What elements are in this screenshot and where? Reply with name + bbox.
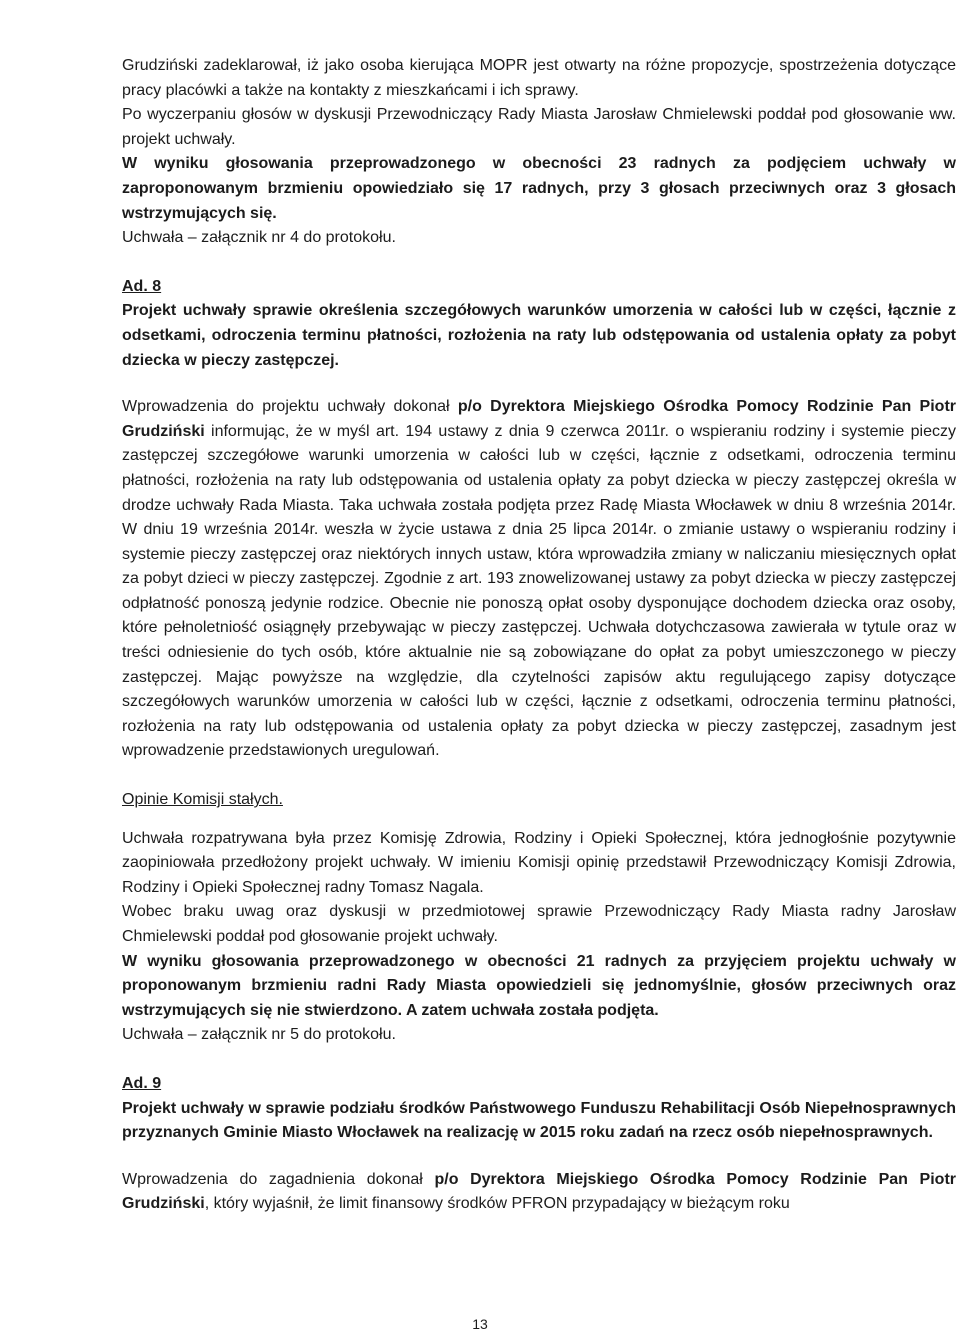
- paragraph-vote-result-ad8: W wyniku głosowania przeprowadzonego w obecności 21 radnych za przyjęciem projektu uchwały w proponowanym brzmieniu radni Rady Miasta opowiedzieli się jednomyślnie, głosów przeciwnych oraz wstrzymujących się nie stwierdzono. A zatem uchwała została podjęta.: [122, 952, 956, 1019]
- paragraph-vote-call: Po wyczerpaniu głosów w dyskusji Przewodniczący Rady Miasta Jarosław Chmielewski poddał pod głosowanie ww. projekt uchwały.: [122, 106, 956, 148]
- ad8-label: Ad. 8: [122, 277, 162, 295]
- section-heading-ad9: [122, 1072, 956, 1097]
- paragraph-attachment-5: Uchwała – załącznik nr 5 do protokołu.: [122, 1026, 396, 1044]
- page-number: 13: [472, 1316, 488, 1332]
- paragraph-ad8-introduction: Wprowadzenia do projektu uchwały dokonał p/o Dyrektora Miejskiego Ośrodka Pomocy Rodzinie Pan Piotr Grudziński informując, że w myśl art. 194 ustawy z dnia 9 czerwca 2011r. o wspieraniu rodziny i systemie pieczy zastępczej szczegółowe warunki umorzenia w całości lub w części, łącznie z odsetkami, odroczenia terminu płatności, rozłożenia na raty lub odstępowania od ustalenia opłaty za pobyt dziecka w pieczy zastępczej określa w drodze uchwały Rada Miasta. Taka uchwała została podjęta przez Radę Miasta Włocławek w dniu 8 września 2014r. W dniu 19 września 2014r. weszła w życie ustawa z dnia 25 lipca 2014r. o zmianie ustawy o wspieraniu rodziny i systemie pieczy zastępczej oraz niektórych innych ustaw, która wprowadziła zmiany w naliczaniu miesięcznych opłat za pobyt dzieci w pieczy zastępczej. Zgodnie z art. 193 znowelizowanej ustawy za pobyt dziecka w pieczy zastępczej odpłatność ponoszą jedynie rodzice. Obecnie nie ponoszą opłat osoby dysponujące dochodem dziecka oraz osoby, które pełnoletniość osiągnęły przebywając w pieczy zastępczej. Uchwała dotychczasowa zawierała w tytule oraz w treści odniesienie do tych osób, które aktualnie nie są zobowiązane do opłat za pobyt umieszczonego w pieczy zastępczej. Mając powyższe na względzie, dla czytelności zapisów aktu regulującego zapisy dotyczące szczegółowych warunków umorzenia w całości lub w części, łącznie z odsetkami, odroczenia terminu płatności, rozłożenia na raty lub odstępowania od ustalenia opłaty za pobyt dziecka w pieczy zastępczej, zasadnym jest wprowadzenie przedstawionych uregulowań.: [122, 398, 957, 760]
- paragraph-grudzinski-declaration: Grudziński zadeklarował, iż jako osoba kierująca MOPR jest otwarty na różne propozycje, spostrzeżenia dotyczące pracy placówki a także na kontakty z mieszkańcami i ich sprawy.: [122, 57, 956, 99]
- paragraph-vote-result: W wyniku głosowania przeprowadzonego w obecności 23 radnych za podjęciem uchwały w zaproponowanym brzmieniu opowiedziało się 17 radnych, przy 3 głosach przeciwnych oraz 3 głosach wstrzymujących się.: [122, 155, 956, 222]
- paragraph-ad9-introduction: Wprowadzenia do zagadnienia dokonał p/o Dyrektora Miejskiego Ośrodka Pomocy Rodzinie Pan Piotr Grudziński, który wyjaśnił, że limit finansowy środków PFRON przypadający w bieżącym roku: [122, 1170, 956, 1213]
- ad9-label: Ad. 9: [122, 1074, 162, 1092]
- paragraph-vote-call-ad8: Wobec braku uwag oraz dyskusji w przedmiotowej sprawie Przewodniczący Rady Miasta radny Jarosław Chmielewski poddał pod głosowanie projekt uchwały.: [122, 903, 956, 945]
- director-name-ad9: p/o Dyrektora Miejskiego Ośrodka Pomocy Rodzinie Pan Piotr Grudziński: [122, 1170, 956, 1213]
- ad9-title: Projekt uchwały w sprawie podziału środków Państwowego Funduszu Rehabilitacji Osób Niepełnosprawnych przyznanych Gminie Miasto Włocławek na realizację w 2015 roku zadań na rzecz osób niepełnosprawnych.: [122, 1099, 956, 1142]
- paragraph-attachment-4: Uchwała – załącznik nr 4 do protokołu.: [122, 229, 396, 247]
- section-heading-ad8: [122, 275, 956, 300]
- document-body: [122, 54, 956, 1217]
- paragraph-committee-opinion: Uchwała rozpatrywana była przez Komisję Zdrowia, Rodziny i Opieki Społecznej, która jednogłośnie pozytywnie zaopiniowała przedłożony projekt uchwały. W imieniu Komisji opinię przedstawił Przewodniczący Komisji Zdrowia, Rodziny i Opieki Społecznej radny Tomasz Nagala.: [122, 829, 956, 896]
- ad8-title: Projekt uchwały sprawie określenia szczegółowych warunków umorzenia w całości lub w części, łącznie z odsetkami, odroczenia terminu płatności, rozłożenia na raty lub odstępowania od ustalenia opłaty za pobyt dziecka w pieczy zastępczej.: [122, 302, 956, 369]
- committee-opinions-heading: Opinie Komisji stałych.: [122, 791, 283, 809]
- director-name: p/o Dyrektora Miejskiego Ośrodka Pomocy Rodzinie Pan Piotr Grudziński: [122, 398, 957, 440]
